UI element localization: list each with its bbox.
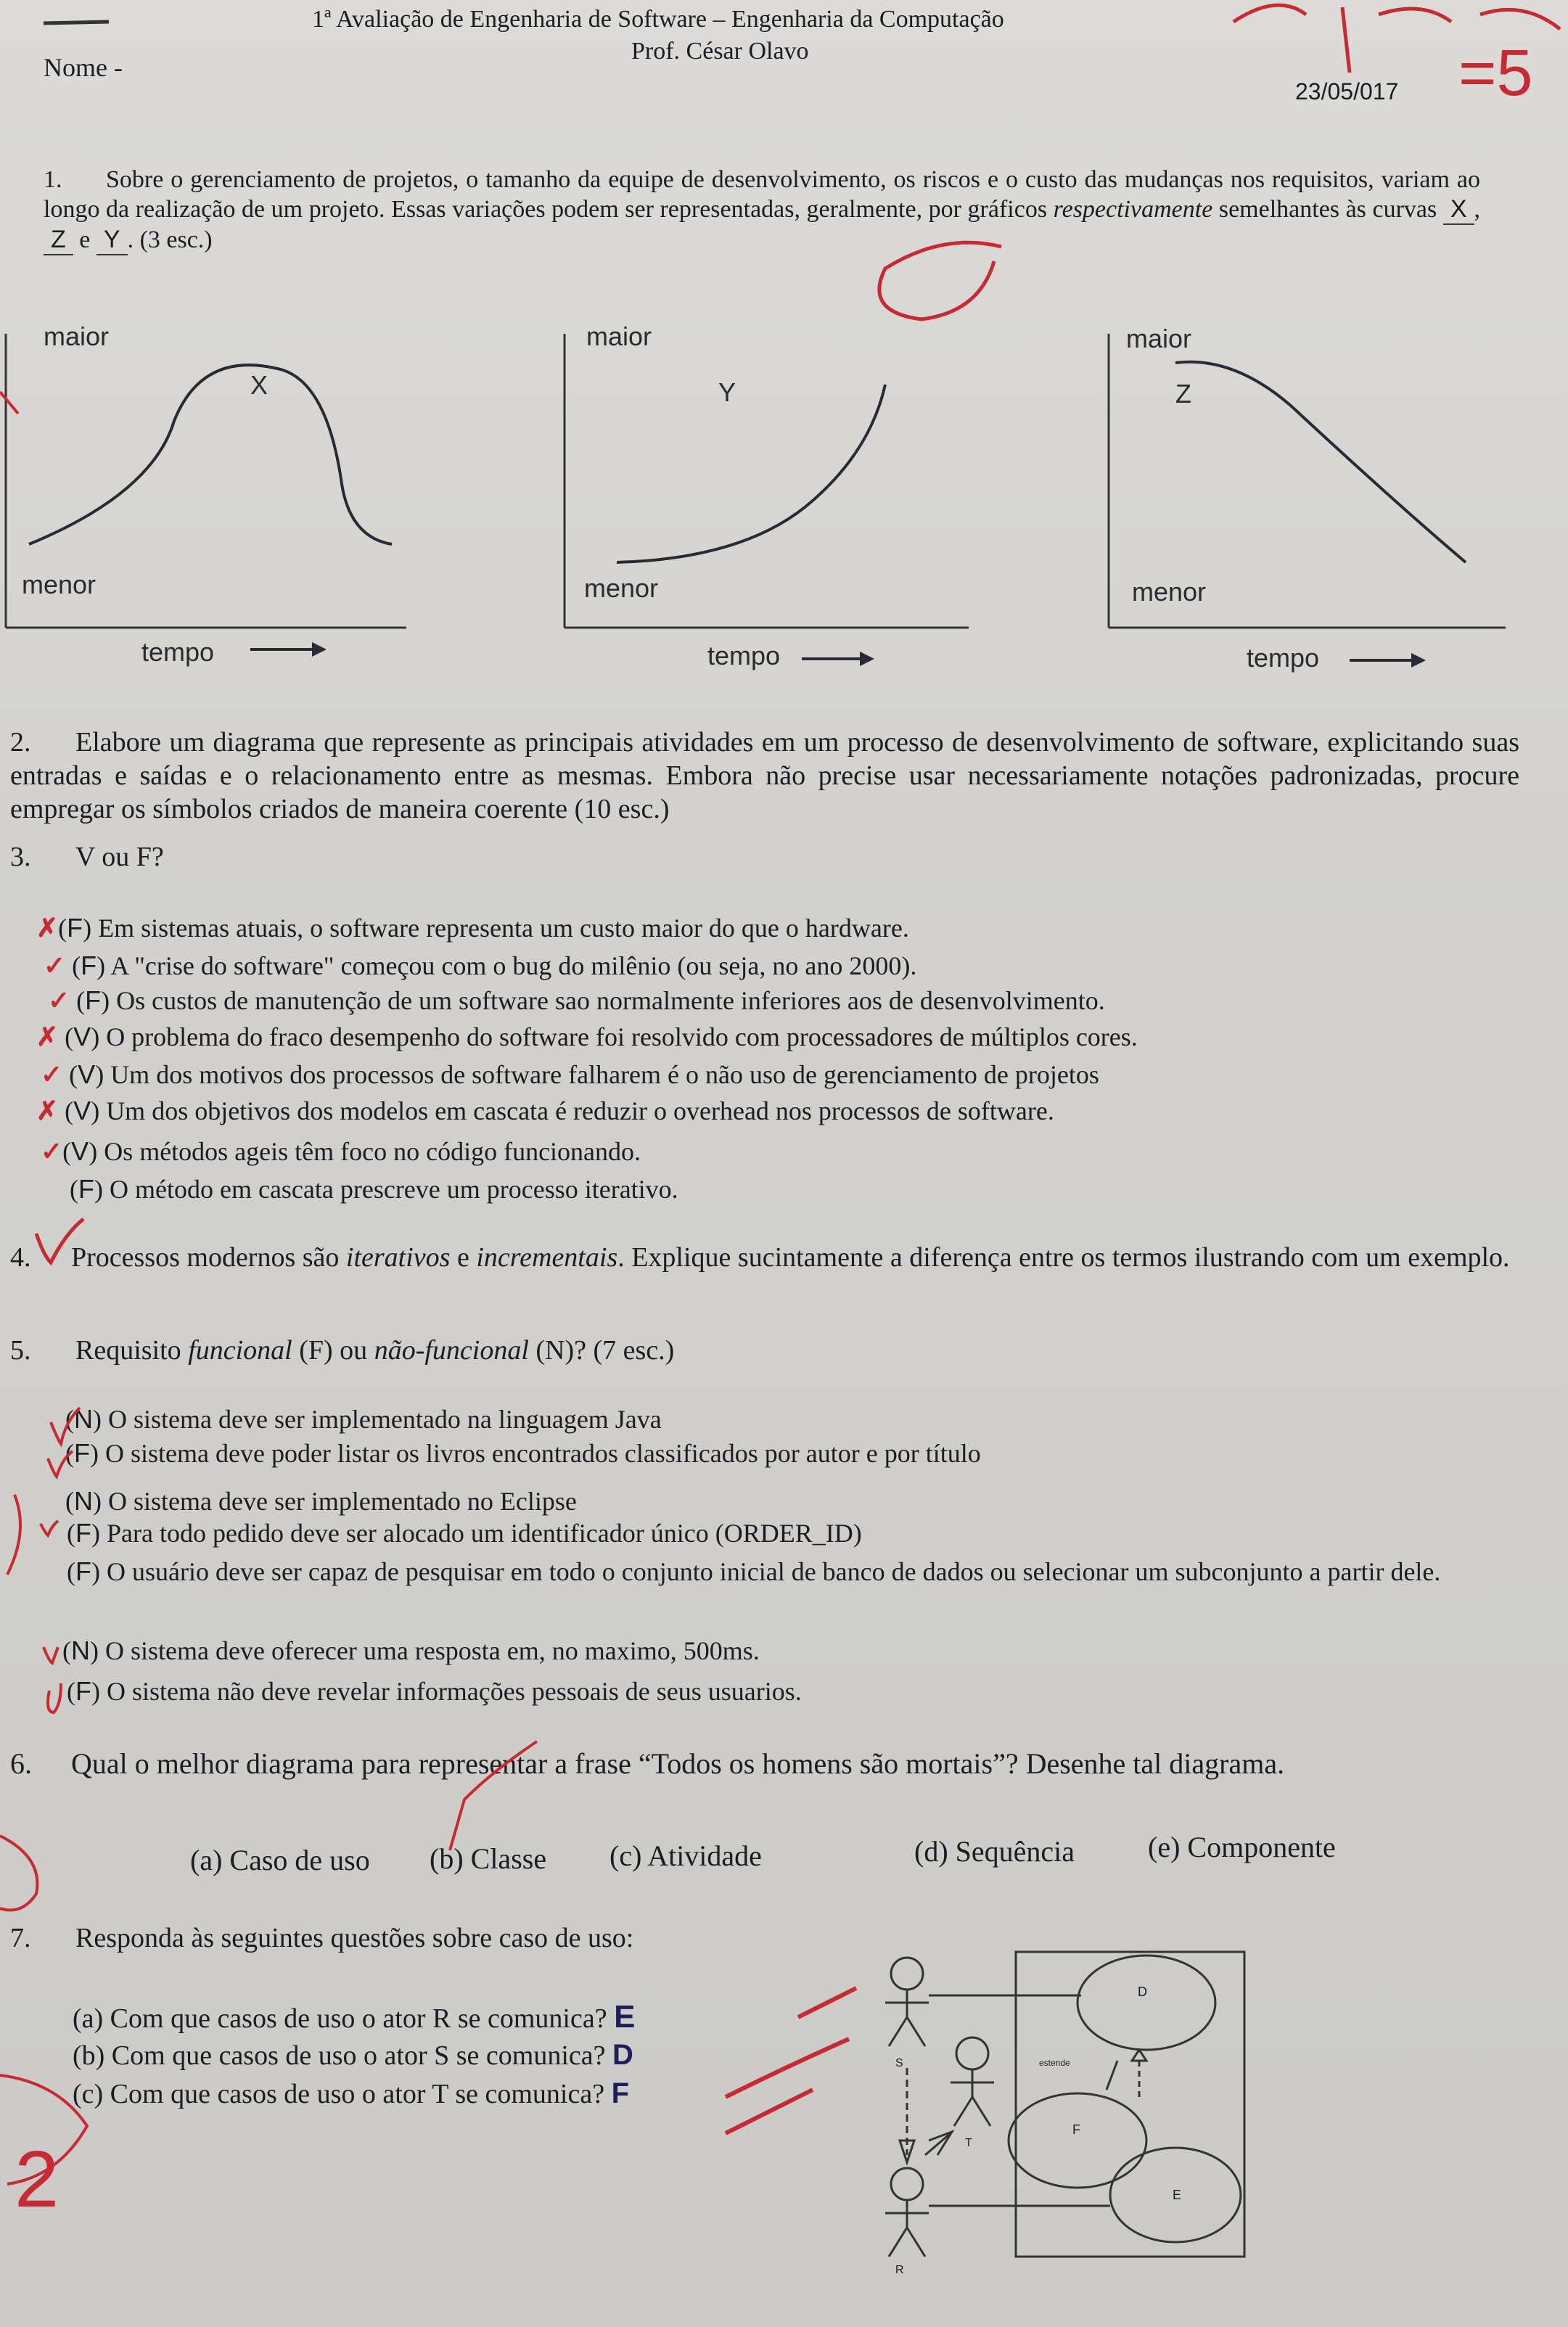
tf-answer: F xyxy=(81,951,97,980)
req-text: O sistema deve oferecer uma resposta em, no maximo, 500ms. xyxy=(105,1636,760,1665)
question-7-text: Responda às seguintes questões sobre caso de uso: xyxy=(75,1923,634,1953)
actor-t-label: T xyxy=(965,2137,972,2149)
header-scribble-icon xyxy=(0,0,1568,87)
graph-z-bottom-label: menor xyxy=(1132,577,1207,607)
question-5-text-c: (N)? (7 esc.) xyxy=(528,1335,675,1366)
question-5 xyxy=(10,1334,674,1367)
question-1-text-a: Sobre o gerenciamento de projetos, o tamanho da equipe de desenvolvimento, os riscos e o custo das mudanças nos requisitos, variam ao longo da realização de um projeto. Essas variações podem ser representadas, geralmente, por gráficos xyxy=(44,166,1480,223)
tf-text: A "crise do software" começou com o bug do milênio (ou seja, no ano 2000). xyxy=(110,951,917,980)
req-answer: F xyxy=(74,1438,90,1468)
professor-name: Prof. César Olavo xyxy=(631,38,809,65)
question-number: 3. xyxy=(10,842,31,872)
usecase-question-text: (a) Com que casos de uso o ator R se comunica? xyxy=(73,2003,607,2034)
system-boundary xyxy=(1016,1952,1244,2257)
usecase-answer: F xyxy=(611,2077,629,2109)
connector-word: e xyxy=(79,226,91,253)
tf-item-5: ✓ (V) Um dos motivos dos processos de software falharem é o não uso de gerenciamento de projetos xyxy=(41,1059,1099,1089)
req-text: O usuário deve ser capaz de pesquisar em todo o conjunto inicial de banco de dados ou selecionar um subconjunto a partir dele. xyxy=(107,1557,1441,1586)
actor-r-label: R xyxy=(895,2264,904,2276)
question-3-title: V ou F? xyxy=(75,842,164,872)
tf-item-3: ✓ (F) Os custos de manutenção de um software sao normalmente inferiores aos de desenvolvimento. xyxy=(48,985,1105,1015)
grade-strike-icon xyxy=(0,1727,580,1916)
usecase-d-label: D xyxy=(1138,1985,1147,1999)
exam-date: 23/05/017 xyxy=(1295,78,1399,104)
question-5-text-a: Requisito xyxy=(75,1335,189,1366)
exam-title: 1ª Avaliação de Engenharia de Software – Engenharia da Computação xyxy=(312,6,1004,33)
graph-z xyxy=(1103,305,1509,682)
actor-r-icon xyxy=(885,2168,929,2257)
tf-item-6: ✗ (V) Um dos objetivos dos modelos em cascata é reduzir o overhead nos processos de software. xyxy=(36,1096,1054,1125)
graph-x-bottom-label: menor xyxy=(22,570,97,599)
tf-text: Um dos motivos dos processos de software falharem é o não uso de gerenciamento de projetos xyxy=(110,1060,1099,1089)
question-number: 4. xyxy=(10,1242,31,1273)
usecase-question-text: (b) Com que casos de uso o ator S se comunica? xyxy=(73,2040,606,2071)
grade-check-marks-icon xyxy=(0,1408,73,1727)
grade-cross-icon: ✗ xyxy=(36,913,59,943)
usecase-answer: E xyxy=(614,1999,636,2035)
graph-x-axis-label: tempo xyxy=(141,637,215,667)
req-answer: N xyxy=(74,1486,93,1516)
usecase-answer: D xyxy=(612,2039,633,2071)
tf-text: Os métodos ageis têm foco no código funcionando. xyxy=(104,1137,641,1166)
question-4-text-b: e xyxy=(450,1242,477,1273)
usecase-d xyxy=(1078,1955,1215,2050)
req-item-6: (N) O sistema deve oferecer uma resposta em, no maximo, 500ms. xyxy=(62,1636,760,1665)
option-d: (d) Sequência xyxy=(914,1835,1075,1868)
question-5-em-2: não-funcional xyxy=(374,1335,529,1366)
graph-y-top-label: maior xyxy=(586,321,652,351)
tf-text: Um dos objetivos dos modelos em cascata é reduzir o overhead nos processos de software. xyxy=(106,1096,1054,1125)
graph-x xyxy=(0,305,406,682)
req-answer: N xyxy=(71,1636,90,1665)
question-3 xyxy=(10,840,164,874)
grade-cross-icon: ✗ xyxy=(36,1096,59,1125)
grade-check-icon: ✓ xyxy=(41,1059,63,1089)
tf-answer: F xyxy=(78,1174,94,1204)
question-2 xyxy=(10,726,1519,826)
graph-x-top-label: maior xyxy=(44,321,110,351)
req-item-7: (F) O sistema não deve revelar informações pessoais de seus usuarios. xyxy=(67,1676,802,1706)
tf-item-2: ✓ (F) A "crise do software" começou com o bug do milênio (ou seja, no ano 2000). xyxy=(44,951,917,980)
answer-blank-1: X xyxy=(1443,194,1474,225)
answer-blank-2: Z xyxy=(44,225,73,255)
tf-text: O método em cascata prescreve um processo iterativo. xyxy=(110,1175,678,1204)
question-1-emphasis: respectivamente xyxy=(1053,196,1213,223)
tf-answer: F xyxy=(85,985,102,1015)
tf-text: Em sistemas atuais, o software representa um custo maior do que o hardware. xyxy=(98,914,909,943)
question-4-text-c: . Explique sucintamente a diferença entre os termos ilustrando com um exemplo. xyxy=(617,1242,1510,1273)
option-a: (a) Caso de uso xyxy=(190,1844,370,1876)
tf-item-8: (F) O método em cascata prescreve um processo iterativo. xyxy=(70,1174,678,1204)
graph-z-curve-label: Z xyxy=(1175,379,1191,409)
usecase-f xyxy=(1009,2093,1146,2188)
req-text: O sistema deve ser implementado na linguagem Java xyxy=(108,1405,662,1434)
req-item-3: (N) O sistema deve ser implementado no Eclipse xyxy=(65,1486,577,1516)
req-item-5: (F) O usuário deve ser capaz de pesquisar em todo o conjunto inicial de banco de dados ou selecionar um subconjunto a partir dele. xyxy=(67,1556,1441,1586)
actor-s-icon xyxy=(885,1958,929,2046)
req-text: O sistema deve ser implementado no Eclipse xyxy=(108,1487,577,1516)
question-2-text: Elabore um diagrama que represente as principais atividades em um processo de desenvolvimento de software, explicitando suas entradas e saídas e o relacionamento entre as mesmas. Embora não precise usar necessariamente notações padronizadas, procure empregar os símbolos criados de maneira coerente (10 esc.) xyxy=(10,727,1519,824)
tf-text: Os custos de manutenção de um software sao normalmente inferiores aos de desenvolvimento. xyxy=(116,986,1105,1015)
usecase-diagram xyxy=(871,1945,1263,2293)
graph-z-axis-label: tempo xyxy=(1247,643,1320,673)
actor-t-icon xyxy=(951,2037,994,2126)
question-5-em-1: funcional xyxy=(188,1335,292,1366)
q7-score: 2 xyxy=(15,2135,59,2224)
grade-check-marks-icon xyxy=(0,1959,871,2220)
req-text: O sistema não deve revelar informações pessoais de seus usuarios. xyxy=(107,1677,802,1706)
req-answer: N xyxy=(74,1404,93,1434)
req-item-4: (F) Para todo pedido deve ser alocado um identificador único (ORDER_ID) xyxy=(67,1518,862,1548)
question-number: 6. xyxy=(10,1747,32,1780)
option-c: (c) Atividade xyxy=(609,1839,762,1872)
question-4-text-a: Processos modernos são xyxy=(71,1242,346,1273)
graph-y-bottom-label: menor xyxy=(584,573,659,603)
graph-y-axis-label: tempo xyxy=(707,641,781,670)
answer-blank-3: Y xyxy=(97,225,128,255)
graph-y xyxy=(559,305,980,682)
name-label: Nome - xyxy=(44,53,123,82)
question-number: 7. xyxy=(10,1923,31,1953)
tf-answer: V xyxy=(78,1059,96,1089)
question-number: 5. xyxy=(10,1335,31,1366)
question-number: 2. xyxy=(10,727,31,758)
question-5-text-b: (F) ou xyxy=(292,1335,374,1366)
grade-check-icon: ✓ xyxy=(44,951,66,980)
graph-x-curve-label: X xyxy=(250,370,268,400)
question-4 xyxy=(10,1241,1548,1274)
req-answer: F xyxy=(75,1556,91,1586)
req-item-1: (N) O sistema deve ser implementado na linguagem Java xyxy=(65,1404,662,1434)
grade-cross-icon: ✗ xyxy=(36,1022,59,1051)
option-b: (b) Classe xyxy=(430,1842,547,1875)
question-4-em-2: incrementais xyxy=(476,1242,618,1273)
question-1-text-b: semelhantes às curvas xyxy=(1212,196,1443,223)
grade-check-icon: ✓ xyxy=(48,985,70,1015)
tf-answer: V xyxy=(71,1136,89,1166)
tf-item-1: ✗(F) Em sistemas atuais, o software representa um custo maior do que o hardware. xyxy=(36,913,909,943)
req-text: Para todo pedido deve ser alocado um identificador único (ORDER_ID) xyxy=(107,1519,862,1548)
usecase-f-label: F xyxy=(1072,2122,1080,2137)
req-answer: F xyxy=(75,1518,91,1548)
option-e: (e) Componente xyxy=(1148,1831,1336,1863)
req-answer: F xyxy=(75,1676,91,1706)
grade-mark: =5 xyxy=(1458,37,1533,110)
tf-answer: F xyxy=(67,913,83,943)
tf-item-7: ✓(V) Os métodos ageis têm foco no código funcionando. xyxy=(41,1136,641,1166)
question-6-text: Qual o melhor diagrama para representar a frase “Todos os homens são mortais”? Desenhe tal diagrama. xyxy=(71,1747,1285,1780)
question-7 xyxy=(10,1921,633,1955)
tf-answer: V xyxy=(73,1022,91,1051)
question-4-em-1: iterativos xyxy=(345,1242,451,1273)
tf-text: O problema do fraco desempenho do software foi resolvido com processadores de múltiplos cores. xyxy=(106,1022,1138,1051)
tf-answer: V xyxy=(73,1096,91,1125)
extend-relation-label: estende xyxy=(1039,2058,1070,2068)
req-text: O sistema deve poder listar os livros encontrados classificados por autor e por título xyxy=(105,1439,981,1468)
usecase-e-label: E xyxy=(1173,2188,1182,2202)
question-number: 1. xyxy=(44,166,62,193)
req-item-2: (F) O sistema deve poder listar os livros encontrados classificados por autor e por título xyxy=(65,1438,981,1468)
question-1: 1. Sobre o gerenciamento de projetos, o tamanho da equipe de desenvolvimento, os riscos e o custo das mudanças nos requisitos, variam ao longo da realização de um projeto. Essas variações podem ser representadas, geralmente, por gráficos respectivamente semelhantes às curvas X , Z e Y . (3 esc.) xyxy=(44,165,1480,255)
grade-check-icon: ✓ xyxy=(41,1136,63,1166)
graph-y-curve-label: Y xyxy=(718,377,736,407)
question-1-points: . (3 esc.) xyxy=(127,226,213,253)
actor-s-label: S xyxy=(895,2057,903,2069)
graph-z-top-label: maior xyxy=(1126,324,1192,353)
usecase-question-text: (c) Com que casos de uso o ator T se comunica? xyxy=(73,2079,605,2109)
tf-item-4: ✗ (V) O problema do fraco desempenho do software foi resolvido com processadores de múltiplos cores. xyxy=(36,1022,1138,1051)
